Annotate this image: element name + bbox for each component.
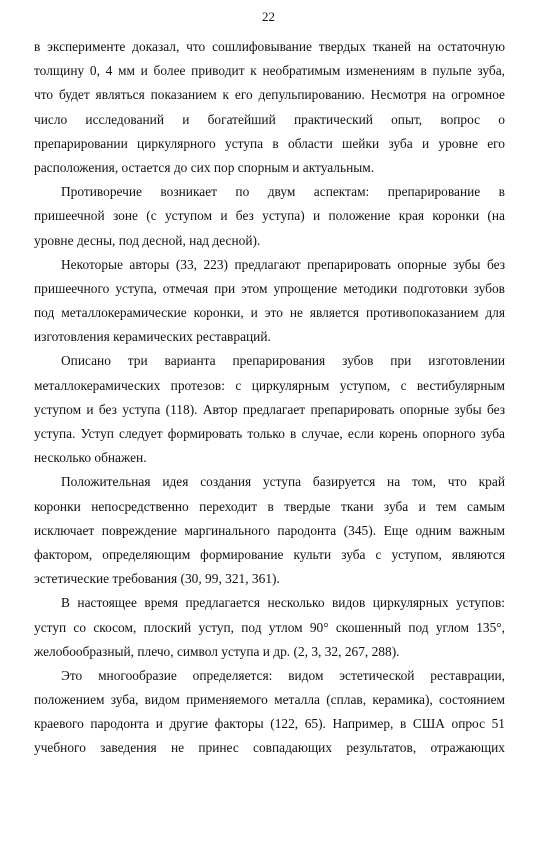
text-line: пришеечного уступа, отмечая при этом упрощение методики подготовки зубов <box>34 280 505 296</box>
page-number: 22 <box>262 9 275 24</box>
body-text <box>34 35 505 761</box>
text-line: пришеечной зоне (с уступом и без уступа) и положение края коронки (на <box>34 208 505 224</box>
text-line: препарировании циркулярного уступа в области шейки зуба и уровне его <box>34 135 505 151</box>
text-line: Противоречие возникает по двум аспектам: препарирование в <box>61 184 505 200</box>
text-line: изготовления керамических реставраций. <box>34 329 271 345</box>
text-line: В настоящее время предлагается несколько видов циркулярных уступов: <box>61 595 505 611</box>
paragraph <box>34 664 505 761</box>
text-line: что будет являться показанием к его депульпированию. Несмотря на огромное <box>34 87 505 103</box>
paragraph <box>34 470 505 591</box>
text-line: положением зуба, видом применяемого металла (сплав, керамика), состоянием <box>34 692 505 708</box>
text-line: желобообразный, плечо, символ уступа и др. (2, 3, 32, 267, 288). <box>34 643 400 659</box>
paragraph <box>34 591 505 664</box>
text-line: расположения, остается до сих пор спорным и актуальным. <box>34 159 375 175</box>
text-line: под металлокерамические коронки, и это не является противопоказанием для <box>34 305 505 321</box>
text-line: несколько обнажен. <box>34 450 147 466</box>
text-line: коронки непосредственно переходит в твердые ткани зуба и тем самым <box>34 498 505 514</box>
text-line: учебного заведения не принес совпадающих результатов, отражающих <box>34 740 505 756</box>
text-line: краевого пародонта и другие факторы (122, 65). Например, в США опрос 51 <box>34 716 505 732</box>
text-line: фактором, определяющим формирование культи зуба с уступом, являются <box>34 546 505 562</box>
text-line: толщину 0, 4 мм и более приводит к необратимым изменениям в пульпе зуба, <box>34 63 505 79</box>
paragraph <box>34 349 505 470</box>
text-line: Описано три варианта препарирования зубов при изготовлении <box>61 353 505 369</box>
text-line: эстетические требования (30, 99, 321, 361). <box>34 571 280 587</box>
text-line: в эксперименте доказал, что сошлифовывание твердых тканей на остаточную <box>34 39 505 54</box>
text-line: уступ со скосом, плоский уступ, под утлом 90° скошенный под углом 135°, <box>34 619 505 635</box>
text-line: Это многообразие определяется: видом эстетической реставрации, <box>61 667 505 683</box>
text-line: уровне десны, под десной, над десной). <box>34 232 261 248</box>
text-line: Некоторые авторы (33, 223) предлагают препарировать опорные зубы без <box>61 256 505 272</box>
text-line: уступа. Уступ следует формировать только в случае, если корень опорного зуба <box>34 426 505 441</box>
paragraph <box>34 35 505 180</box>
text-line: число исследований и богатейший практический опыт, вопрос о <box>34 111 505 127</box>
paragraph <box>34 253 505 350</box>
text-line: Положительная идея создания уступа базируется на том, что край <box>61 474 505 490</box>
text-line: металлокерамических протезов: с циркулярным уступом, с вестибулярным <box>34 377 505 393</box>
text-line: уступом и без уступа (118). Автор предлагает препарировать опорные зубы без <box>34 401 505 417</box>
text-line: исключает повреждение маргинального пародонта (345). Еще одним важным <box>34 522 505 538</box>
paragraph <box>34 180 505 253</box>
